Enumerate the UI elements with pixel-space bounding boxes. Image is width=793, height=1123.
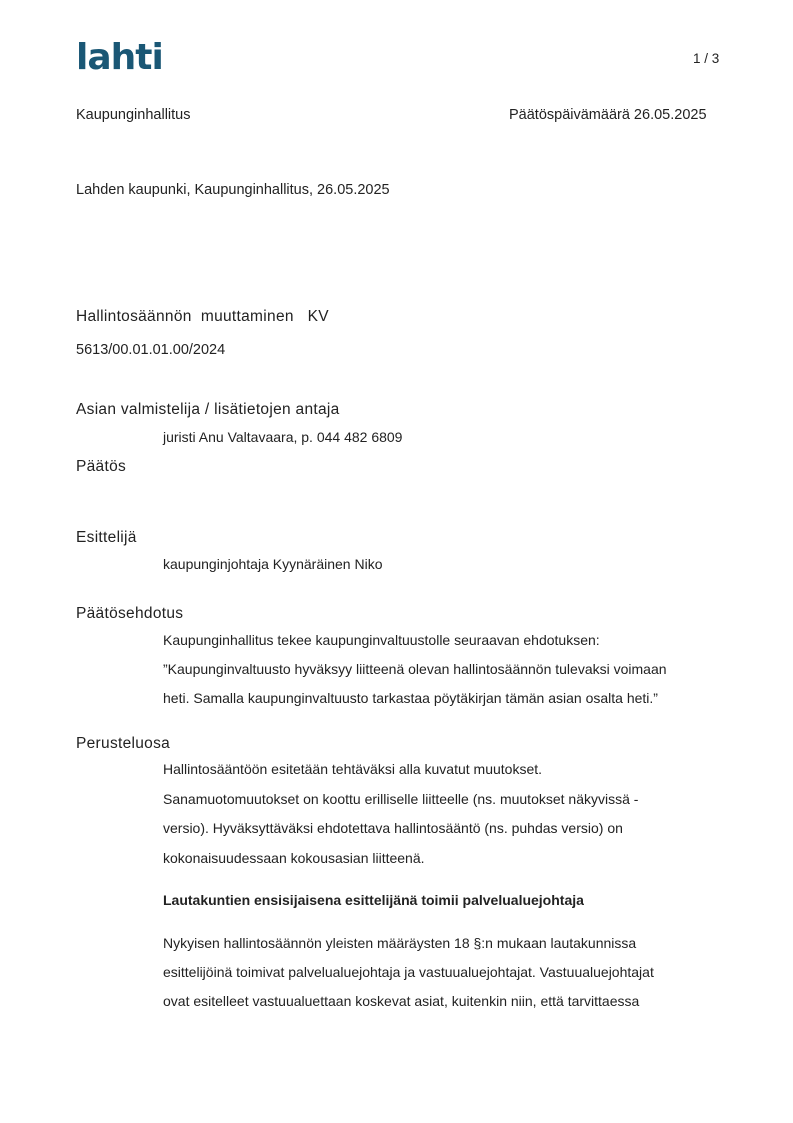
page-number: 1 / 3: [693, 51, 720, 66]
meeting-line: Lahden kaupunki, Kaupunginhallitus, 26.05.2025: [76, 182, 390, 198]
rationale-heading: Perusteluosa: [76, 735, 171, 752]
proposal-line: ”Kaupunginvaltuusto hyväksyy liitteenä olevan hallintosäännön tulevaksi voimaan: [163, 661, 667, 677]
lahti-logo: lahti: [76, 37, 163, 78]
proposal-line: Kaupunginhallitus tekee kaupunginvaltuustolle seuraavan ehdotuksen:: [163, 632, 600, 648]
decision-heading: Päätös: [76, 458, 127, 475]
body-name: Kaupunginhallitus: [76, 107, 191, 123]
preparer-value: juristi Anu Valtavaara, p. 044 482 6809: [163, 429, 403, 445]
rationale-line: versio). Hyväksyttäväksi ehdotettava hallintosääntö (ns. puhdas versio) on: [163, 820, 623, 836]
record-id: 5613/00.01.01.00/2024: [76, 342, 226, 358]
decision-date: Päätöspäivämäärä 26.05.2025: [509, 107, 707, 123]
proposal-line: heti. Samalla kaupunginvaltuusto tarkastaa pöytäkirjan tämän asian osalta heti.”: [163, 690, 658, 706]
rationale-line: Sanamuotomuutokset on koottu erilliselle liitteelle (ns. muutokset näkyvissä -: [163, 791, 639, 807]
presenter-heading: Esittelijä: [76, 529, 137, 546]
preparer-heading: Asian valmistelija / lisätietojen antaja: [76, 401, 340, 418]
subheading: Lautakuntien ensisijaisena esittelijänä toimii palvelualuejohtaja: [163, 892, 584, 908]
rationale-line: kokonaisuudessaan kokousasian liitteenä.: [163, 850, 425, 866]
rationale-line: Hallintosääntöön esitetään tehtäväksi alla kuvatut muutokset.: [163, 761, 543, 777]
presenter-value: kaupunginjohtaja Kyynäräinen Niko: [163, 556, 383, 572]
subject-title: Hallintosäännön muuttaminen KV: [76, 308, 329, 325]
detail-line: Nykyisen hallintosäännön yleisten määräysten 18 §:n mukaan lautakunnissa: [163, 935, 637, 951]
detail-line: esittelijöinä toimivat palvelualuejohtaja ja vastuualuejohtajat. Vastuualuejohtajat: [163, 964, 654, 980]
proposal-heading: Päätösehdotus: [76, 605, 184, 622]
detail-line: ovat esitelleet vastuualuettaan koskevat asiat, kuitenkin niin, että tarvittaessa: [163, 993, 640, 1009]
